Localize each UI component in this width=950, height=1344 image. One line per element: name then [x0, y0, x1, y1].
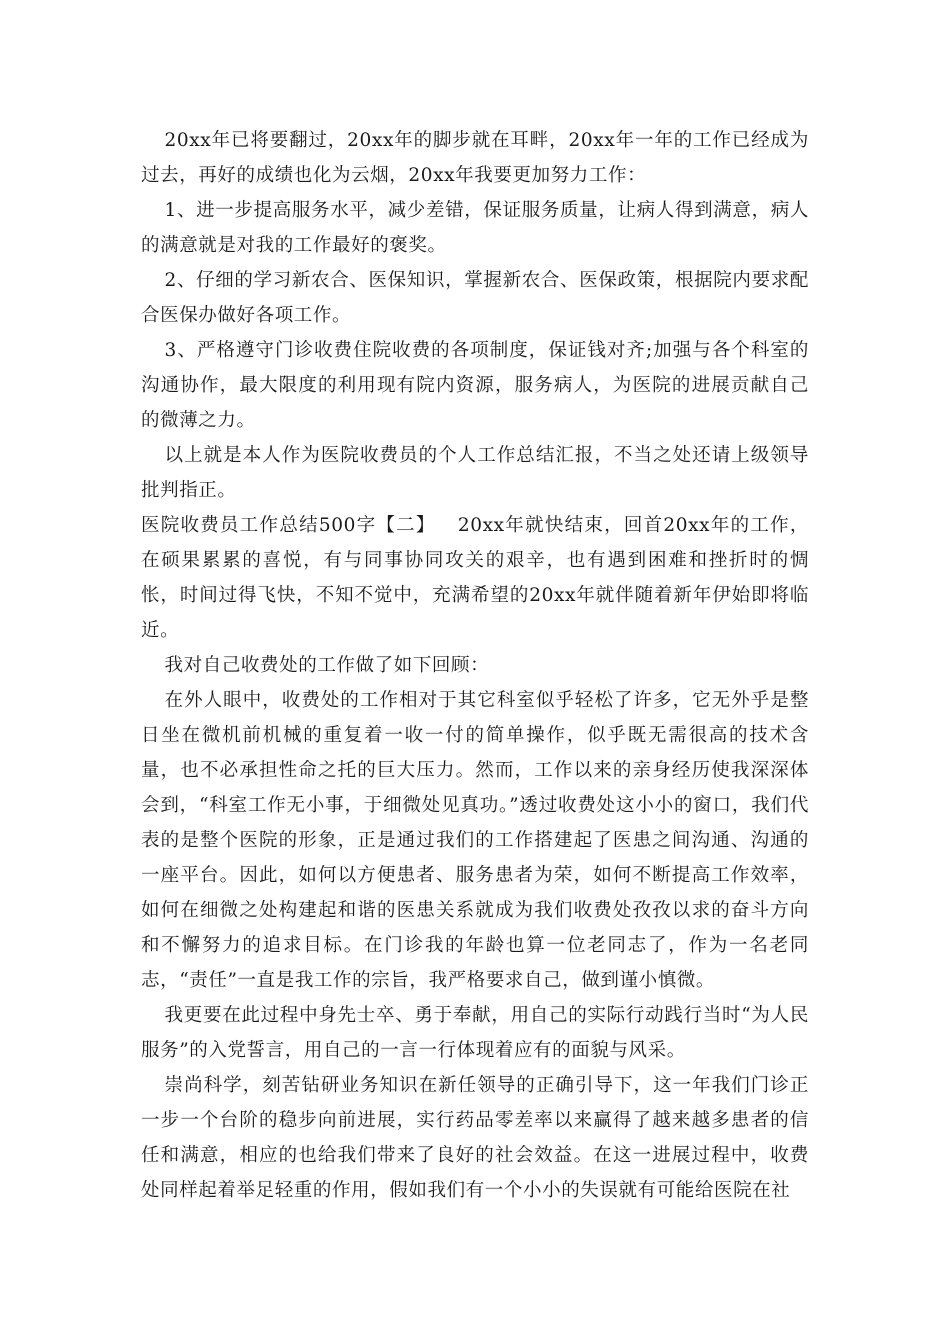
paragraph-intro: 20xx年已将要翻过，20xx年的脚步就在耳畔，20xx年一年的工作已经成为过去，再好的成绩也化为云烟，20xx年我要更加努力工作： — [141, 130, 809, 186]
section-heading: 医院收费员工作总结500字【二】 — [141, 515, 436, 536]
paragraph-review-intro: 我对自己收费处的工作做了如下回顾： — [164, 655, 490, 676]
paragraph-science: 崇尚科学，刻苦钻研业务知识在新任领导的正确引导下，这一年我们门诊正一步一个台阶的稳步向前进展，实行药品零差率以来赢得了越来越多患者的信任和满意，相应的也给我们带来了良好的社会效益。在这一进展过程中，收费处同样起着举足轻重的作用，假如我们有一个小小的失误就有可能给医院在社 — [141, 1075, 809, 1201]
paragraph-conclusion: 以上就是本人作为医院收费员的个人工作总结汇报，不当之处还请上级领导批判指正。 — [141, 445, 809, 501]
paragraph-section-two — [141, 508, 809, 648]
paragraph-item-2: 2、仔细的学习新农合、医保知识，掌握新农合、医保政策，根据院内要求配合医保办做好各项工作。 — [141, 270, 809, 326]
paragraph-item-3: 3、严格遵守门诊收费住院收费的各项制度，保证钱对齐;加强与各个科室的沟通协作，最大限度的利用现有院内资源，服务病人，为医院的进展贡献自己的微薄之力。 — [141, 340, 809, 431]
paragraph-item-1: 1、进一步提高服务水平，减少差错，保证服务质量，让病人得到满意，病人的满意就是对我的工作最好的褒奖。 — [141, 200, 809, 256]
paragraph-dedication: 我更要在此过程中身先士卒、勇于奉献，用自己的实际行动践行当时“为人民服务”的入党誓言，用自己的一言一行体现着应有的面貌与风采。 — [141, 1005, 809, 1061]
document-body — [141, 123, 809, 1208]
section-two-text: 20xx年就快结束，回首20xx年的工作，在硕果累累的喜悦，有与同事协同攻关的艰辛，也有遇到困难和挫折时的惆怅，时间过得飞快，不知不觉中，充满希望的20xx年就伴随着新年伊始即将临近。 — [141, 515, 809, 641]
paragraph-review-body: 在外人眼中，收费处的工作相对于其它科室似乎轻松了许多，它无外乎是整日坐在微机前机械的重复着一收一付的简单操作，似乎既无需很高的技术含量，也不必承担性命之托的巨大压力。然而，工作以来的亲身经历使我深深体会到，“科室工作无小事，于细微处见真功。”透过收费处这小小的窗口，我们代表的是整个医院的形象，正是通过我们的工作搭建起了医患之间沟通、沟通的一座平台。因此，如何以方便患者、服务患者为荣，如何不断提高工作效率，如何在细微之处构建起和谐的医患关系就成为我们收费处孜孜以求的奋斗方向和不懈努力的追求目标。在门诊我的年龄也算一位老同志了，作为一名老同志，“责任”一直是我工作的宗旨，我严格要求自己，做到谨小慎微。 — [141, 690, 809, 991]
